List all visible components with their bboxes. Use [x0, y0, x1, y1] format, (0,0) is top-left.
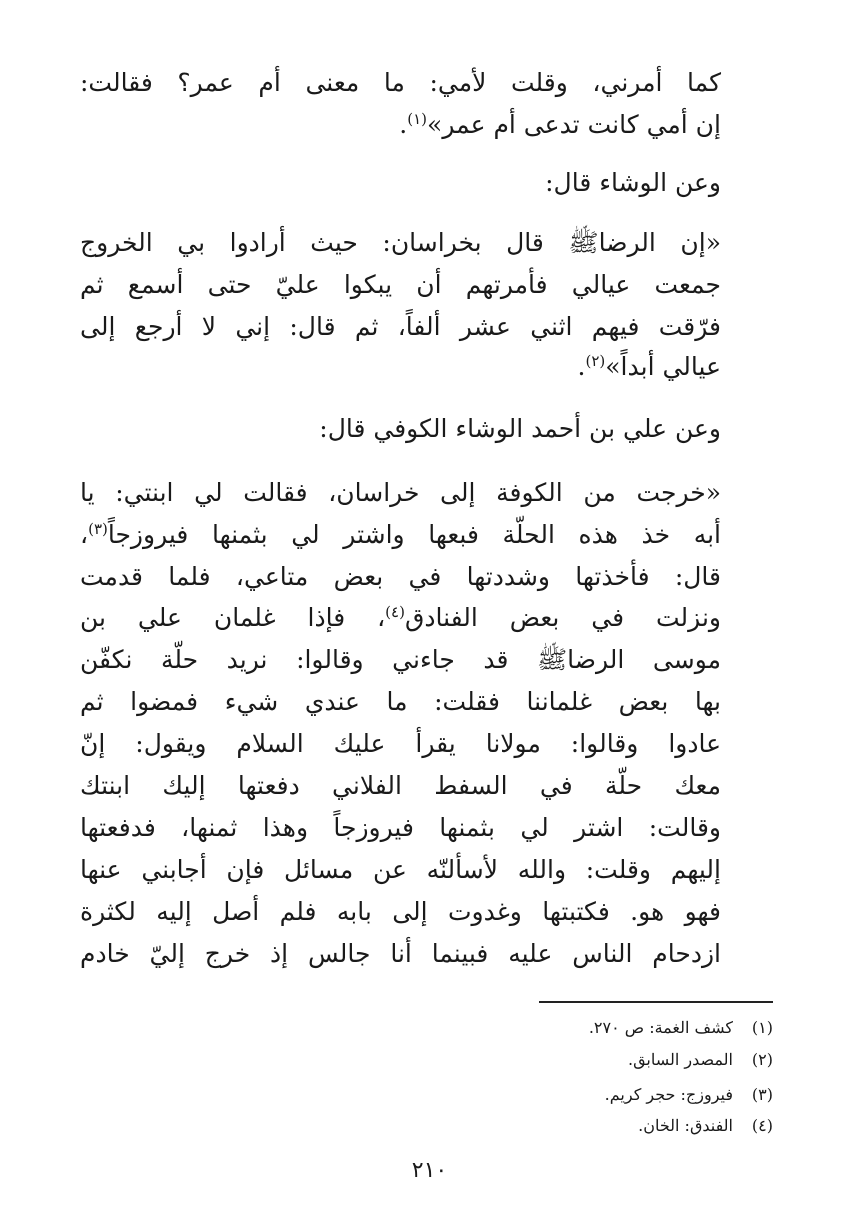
text-line [80, 601, 721, 635]
footnote [605, 1084, 773, 1106]
text-line [399, 108, 721, 142]
text-segment: أبه خذ هذه الحلّة فبعها واشتر لي بثمنها فيروزجاً [107, 520, 721, 549]
text-segment: عيالي أبداً» [605, 352, 721, 381]
text-line: موسى الرضاﷺ قد جاءني وقالوا: نريد حلّة نكفّن [80, 645, 721, 674]
text-segment: ، فإذا غلمان علي بن [80, 603, 386, 632]
text-segment: . [577, 352, 586, 381]
text-line: كما أمرني، وقلت لأمي: ما معنى أم عمر؟ فقالت: [80, 68, 721, 97]
text-line: معك حلّة في السفط الفلاني دفعتها إليك ابنتك [80, 771, 721, 800]
text-line: إليهم وقلت: والله لأسألنّه عن مسائل فإن أجابني عنها [80, 855, 721, 884]
footnote-text: الفندق: الخان. [638, 1116, 733, 1135]
text-line: عادوا وقالوا: مولانا يقرأ عليك السلام ويقول: إنّ [80, 729, 721, 758]
text-line: فهو هو. فكتبتها وغدوت إلى بابه فلم أصل إليه لكثرة [80, 897, 721, 926]
text-line: جمعت عيالي فأمرتهم أن يبكوا عليّ حتى أسمع ثم [80, 270, 721, 299]
text-line: وقالت: اشتر لي بثمنها فيروزجاً وهذا ثمنها، فدفعتها [80, 813, 721, 842]
text-segment: ، [80, 520, 89, 549]
text-line [578, 350, 721, 384]
footnote-ref: (١) [407, 110, 428, 128]
text-line: فرّقت فيهم اثني عشر ألفاً، ثم قال: إني لا أرجع إلى [80, 312, 721, 341]
footnote-number: (٤) [751, 1116, 773, 1135]
footnote [589, 1017, 773, 1039]
footnote-text: فيروزج: حجر كريم. [604, 1085, 733, 1104]
text-segment: إن أمي كانت تدعى أم عمر» [427, 110, 721, 139]
footnote [638, 1115, 773, 1137]
footnote-number: (١) [751, 1018, 773, 1037]
footnote-text: المصدر السابق. [627, 1050, 733, 1069]
text-line: قال: فأخذتها وشددتها في بعض متاعي، فلما قدمت [80, 562, 721, 591]
footnote [628, 1049, 773, 1071]
text-line: «إن الرضاﷺ قال بخراسان: حيث أرادوا بي الخروج [80, 228, 721, 257]
page-number: ٢١٠ [411, 1158, 448, 1183]
footnote-text: كشف الغمة: ص ٢٧٠. [588, 1018, 733, 1037]
footnote-ref: (٣) [88, 520, 108, 538]
footnote-number: (٢) [751, 1050, 773, 1069]
text-line [80, 518, 721, 552]
narration-intro: وعن علي بن أحمد الوشاء الكوفي قال: [319, 414, 721, 443]
text-line: بها بعض غلماننا فقلت: ما عندي شيء فمضوا ثم [80, 687, 721, 716]
narration-intro: وعن الوشاء قال: [545, 168, 721, 197]
footnote-ref: (٢) [585, 352, 606, 370]
text-segment: . [399, 110, 408, 139]
text-segment: ونزلت في بعض الفنادق [404, 603, 721, 632]
text-line: ازدحام الناس عليه فبينما أنا جالس إذ خرج إليّ خادم [80, 939, 721, 968]
footnote-separator [539, 1001, 773, 1003]
footnote-number: (٣) [751, 1085, 773, 1104]
footnote-ref: (٤) [385, 603, 405, 621]
text-line: «خرجت من الكوفة إلى خراسان، فقالت لي ابنتي: يا [80, 478, 721, 507]
